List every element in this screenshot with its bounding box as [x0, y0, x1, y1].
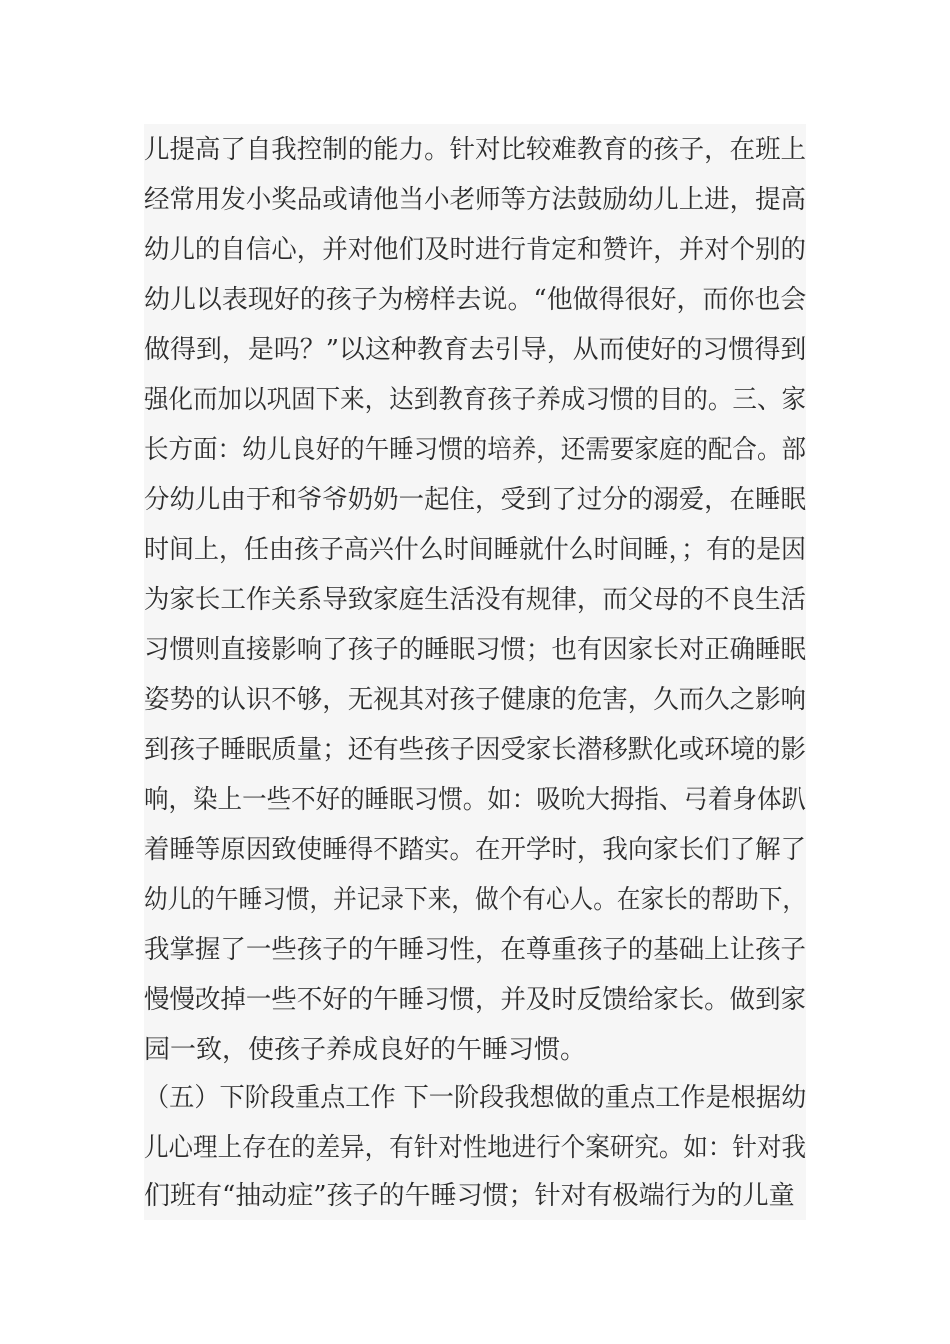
text-line: 们班有“抽动症”孩子的午睡习惯；针对有极端行为的儿童	[144, 1181, 795, 1211]
text-line: 我掌握了一些孩子的午睡习性，在尊重孩子的基础上让孩子	[144, 935, 807, 965]
text-block	[144, 124, 806, 1220]
text-line: 长方面：幼儿良好的午睡习惯的培养，还需要家庭的配合。部	[144, 435, 807, 465]
text-line: 幼儿以表现好的孩子为榜样去说。“他做得很好，而你也会	[144, 285, 807, 315]
text-line: 做得到，是吗？”以这种教育去引导，从而使好的习惯得到	[144, 335, 807, 365]
text-line: 幼儿的自信心，并对他们及时进行肯定和赞许，并对个别的	[144, 235, 807, 265]
section-heading-line: （五）下阶段重点工作 下一阶段我想做的重点工作是根据幼	[144, 1083, 807, 1113]
text-line: 分幼儿由于和爷爷奶奶一起住，受到了过分的溺爱，在睡眠	[144, 485, 807, 515]
text-line: 时间上，任由孩子高兴什么时间睡就什么时间睡，；有的是因	[144, 535, 807, 565]
text-line: 姿势的认识不够，无视其对孩子健康的危害，久而久之影响	[144, 685, 807, 715]
text-line: 儿提高了自我控制的能力。针对比较难教育的孩子，在班上	[144, 135, 807, 165]
text-line: 幼儿的午睡习惯，并记录下来，做个有心人。在家长的帮助下，	[144, 885, 806, 915]
text-line: 儿心理上存在的差异，有针对性地进行个案研究。如：针对我	[144, 1133, 807, 1163]
text-line: 到孩子睡眠质量；还有些孩子因受家长潜移默化或环境的影	[144, 735, 807, 765]
text-line: 响，染上一些不好的睡眠习惯。如：吸吮大拇指、弓着身体趴	[144, 785, 807, 815]
text-line: 慢慢改掉一些不好的午睡习惯，并及时反馈给家长。做到家	[144, 985, 807, 1015]
text-line: 强化而加以巩固下来，达到教育孩子养成习惯的目的。三、家	[144, 385, 807, 415]
text-line: 经常用发小奖品或请他当小老师等方法鼓励幼儿上进，提高	[144, 185, 807, 215]
text-line: 着睡等原因致使睡得不踏实。在开学时，我向家长们了解了	[144, 835, 807, 865]
text-line: 为家长工作关系导致家庭生活没有规律，而父母的不良生活	[144, 585, 807, 615]
text-line: 习惯则直接影响了孩子的睡眠习惯；也有因家长对正确睡眠	[144, 635, 807, 665]
text-line: 园一致，使孩子养成良好的午睡习惯。	[144, 1035, 587, 1065]
